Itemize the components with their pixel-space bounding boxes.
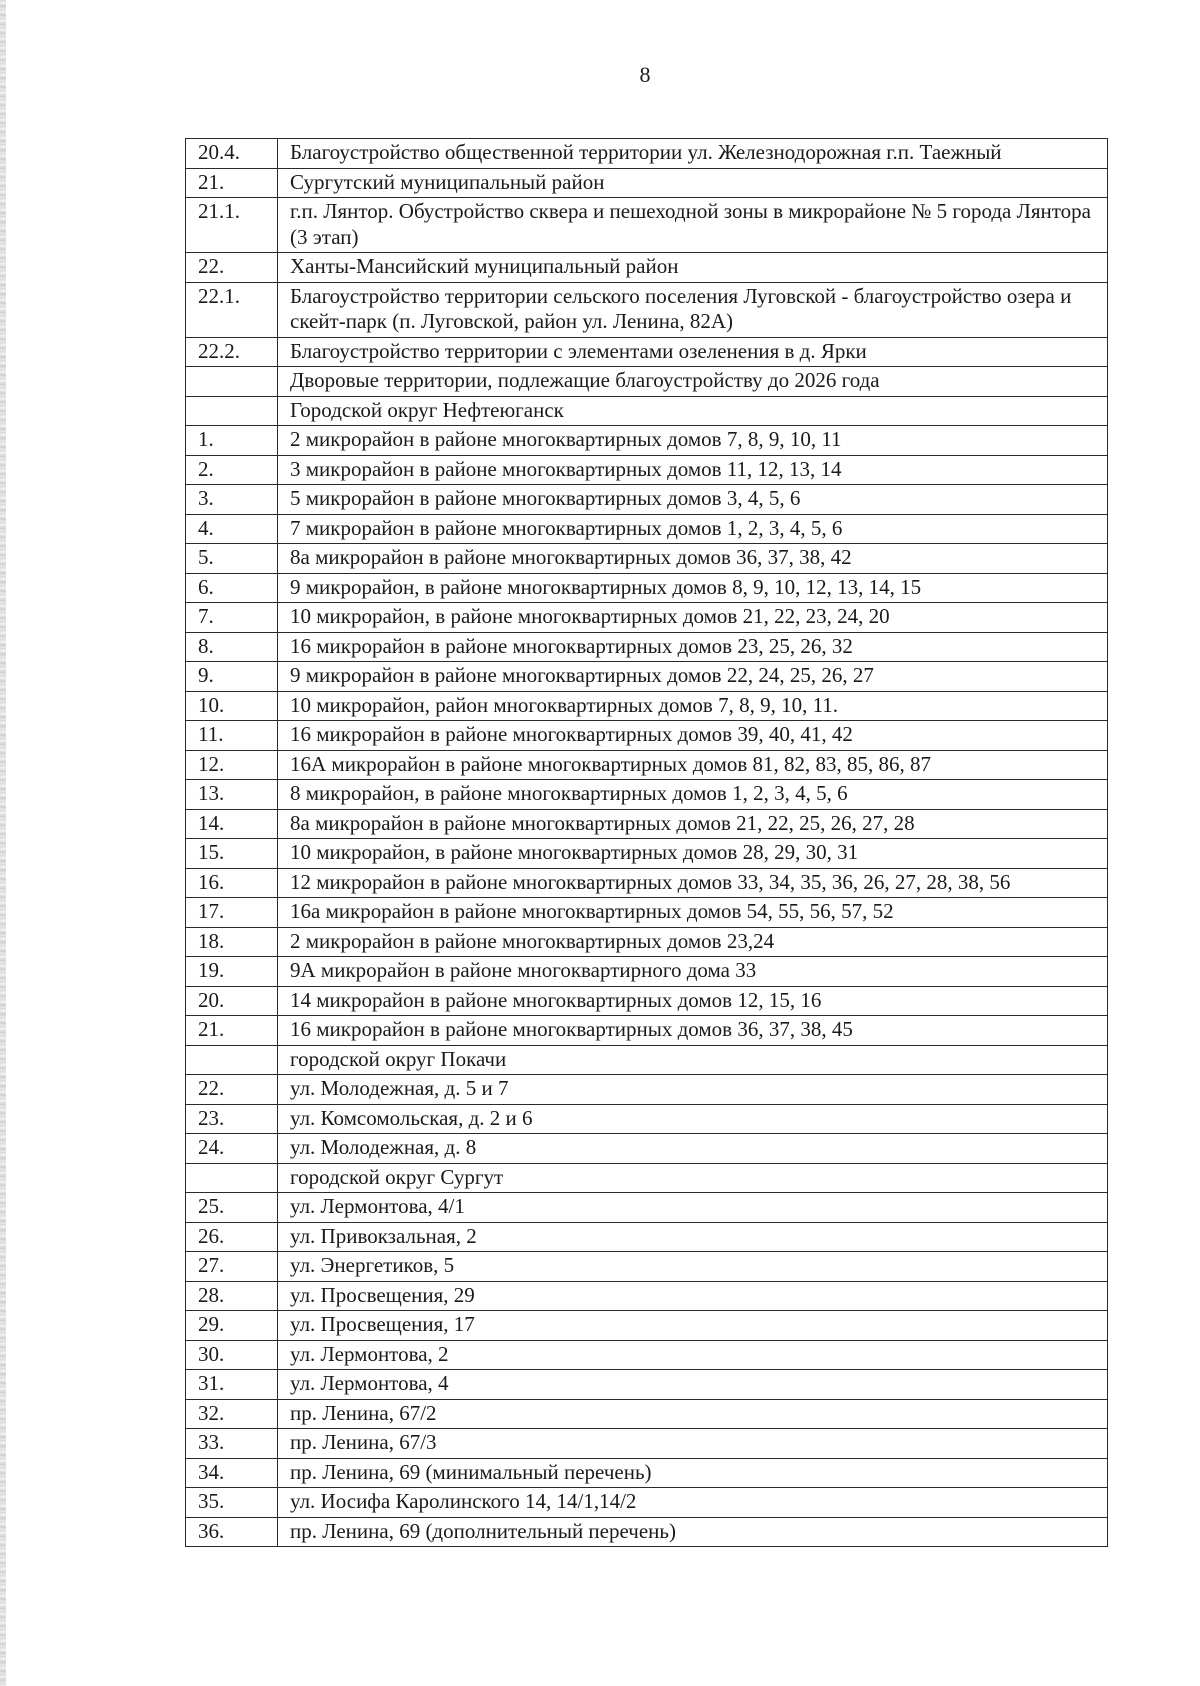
row-number: 11. xyxy=(186,721,278,751)
table-row xyxy=(186,603,1108,633)
table-row xyxy=(186,1458,1108,1488)
row-number: 2. xyxy=(186,455,278,485)
row-number: 25. xyxy=(186,1193,278,1223)
table-row xyxy=(186,426,1108,456)
row-text: городской округ Сургут xyxy=(278,1163,1108,1193)
row-text: 8а микрорайон в районе многоквартирных домов 21, 22, 25, 26, 27, 28 xyxy=(278,809,1108,839)
row-text: 9А микрорайон в районе многоквартирного дома 33 xyxy=(278,957,1108,987)
row-number: 7. xyxy=(186,603,278,633)
row-text: 2 микрорайон в районе многоквартирных домов 23,24 xyxy=(278,927,1108,957)
row-text: 3 микрорайон в районе многоквартирных домов 11, 12, 13, 14 xyxy=(278,455,1108,485)
row-text: ул. Лермонтова, 4/1 xyxy=(278,1193,1108,1223)
row-number: 33. xyxy=(186,1429,278,1459)
row-number: 4. xyxy=(186,514,278,544)
row-number xyxy=(186,367,278,397)
table-row xyxy=(186,1134,1108,1164)
table-row xyxy=(186,1399,1108,1429)
row-number: 31. xyxy=(186,1370,278,1400)
row-text: 10 микрорайон, район многоквартирных домов 7, 8, 9, 10, 11. xyxy=(278,691,1108,721)
table-row xyxy=(186,1163,1108,1193)
table-row xyxy=(186,1252,1108,1282)
table-row xyxy=(186,514,1108,544)
row-number: 17. xyxy=(186,898,278,928)
row-text: 8 микрорайон, в районе многоквартирных домов 1, 2, 3, 4, 5, 6 xyxy=(278,780,1108,810)
table-row xyxy=(186,927,1108,957)
row-number: 20. xyxy=(186,986,278,1016)
row-number: 26. xyxy=(186,1222,278,1252)
table-row xyxy=(186,485,1108,515)
table-row xyxy=(186,1488,1108,1518)
table-row xyxy=(186,337,1108,367)
table-row xyxy=(186,1045,1108,1075)
row-number: 14. xyxy=(186,809,278,839)
row-text: ул. Лермонтова, 4 xyxy=(278,1370,1108,1400)
table-row xyxy=(186,632,1108,662)
table-row xyxy=(186,986,1108,1016)
row-number: 22. xyxy=(186,1075,278,1105)
table-row xyxy=(186,198,1108,253)
row-text: Благоустройство территории с элементами озеленения в д. Ярки xyxy=(278,337,1108,367)
table-row xyxy=(186,1429,1108,1459)
row-number: 22.2. xyxy=(186,337,278,367)
row-number: 36. xyxy=(186,1517,278,1547)
table-row xyxy=(186,780,1108,810)
table-row xyxy=(186,253,1108,283)
row-number: 15. xyxy=(186,839,278,869)
scan-edge xyxy=(0,0,6,1686)
row-text: ул. Энергетиков, 5 xyxy=(278,1252,1108,1282)
table-row xyxy=(186,139,1108,169)
row-text: 16 микрорайон в районе многоквартирных домов 39, 40, 41, 42 xyxy=(278,721,1108,751)
row-text: 8а микрорайон в районе многоквартирных домов 36, 37, 38, 42 xyxy=(278,544,1108,574)
row-number: 5. xyxy=(186,544,278,574)
row-text: Дворовые территории, подлежащие благоустройству до 2026 года xyxy=(278,367,1108,397)
table-row xyxy=(186,691,1108,721)
row-number: 21. xyxy=(186,1016,278,1046)
row-text: городской округ Покачи xyxy=(278,1045,1108,1075)
row-text: ул. Комсомольская, д. 2 и 6 xyxy=(278,1104,1108,1134)
table-row xyxy=(186,957,1108,987)
row-number: 19. xyxy=(186,957,278,987)
row-number: 35. xyxy=(186,1488,278,1518)
row-text: пр. Ленина, 67/3 xyxy=(278,1429,1108,1459)
row-number: 9. xyxy=(186,662,278,692)
row-text: ул. Привокзальная, 2 xyxy=(278,1222,1108,1252)
row-text: 10 микрорайон, в районе многоквартирных домов 28, 29, 30, 31 xyxy=(278,839,1108,869)
table-row xyxy=(186,1104,1108,1134)
row-number: 30. xyxy=(186,1340,278,1370)
row-text: 16 микрорайон в районе многоквартирных домов 23, 25, 26, 32 xyxy=(278,632,1108,662)
row-number: 22. xyxy=(186,253,278,283)
row-text: 14 микрорайон в районе многоквартирных домов 12, 15, 16 xyxy=(278,986,1108,1016)
table-row xyxy=(186,662,1108,692)
row-text: 12 микрорайон в районе многоквартирных домов 33, 34, 35, 36, 26, 27, 28, 38, 56 xyxy=(278,868,1108,898)
table-row xyxy=(186,544,1108,574)
table-row xyxy=(186,868,1108,898)
row-text: 5 микрорайон в районе многоквартирных домов 3, 4, 5, 6 xyxy=(278,485,1108,515)
row-text: Благоустройство общественной территории ул. Железнодорожная г.п. Таежный xyxy=(278,139,1108,169)
row-text: Ханты-Мансийский муниципальный район xyxy=(278,253,1108,283)
row-text: 16 микрорайон в районе многоквартирных домов 36, 37, 38, 45 xyxy=(278,1016,1108,1046)
row-number xyxy=(186,1045,278,1075)
row-number: 20.4. xyxy=(186,139,278,169)
table-row xyxy=(186,1311,1108,1341)
table-row xyxy=(186,1370,1108,1400)
table-row xyxy=(186,282,1108,337)
table-row xyxy=(186,1016,1108,1046)
table-row xyxy=(186,721,1108,751)
row-number xyxy=(186,1163,278,1193)
row-number: 22.1. xyxy=(186,282,278,337)
table-body xyxy=(186,139,1108,1547)
row-number: 3. xyxy=(186,485,278,515)
row-text: ул. Иосифа Каролинского 14, 14/1,14/2 xyxy=(278,1488,1108,1518)
table-row xyxy=(186,1193,1108,1223)
row-number: 16. xyxy=(186,868,278,898)
row-number: 34. xyxy=(186,1458,278,1488)
row-text: ул. Просвещения, 29 xyxy=(278,1281,1108,1311)
row-text: пр. Ленина, 69 (дополнительный перечень) xyxy=(278,1517,1108,1547)
row-text: Благоустройство территории сельского поселения Луговской - благоустройство озера и скейт-парк (п. Луговской, район ул. Ленина, 82А) xyxy=(278,282,1108,337)
table-row xyxy=(186,1075,1108,1105)
table-row xyxy=(186,168,1108,198)
table-row xyxy=(186,573,1108,603)
row-text: 7 микрорайон в районе многоквартирных домов 1, 2, 3, 4, 5, 6 xyxy=(278,514,1108,544)
row-text: 16А микрорайон в районе многоквартирных домов 81, 82, 83, 85, 86, 87 xyxy=(278,750,1108,780)
document-table xyxy=(185,138,1108,1547)
page-number: 8 xyxy=(639,62,651,87)
row-text: 16а микрорайон в районе многоквартирных домов 54, 55, 56, 57, 52 xyxy=(278,898,1108,928)
row-text: 9 микрорайон, в районе многоквартирных домов 8, 9, 10, 12, 13, 14, 15 xyxy=(278,573,1108,603)
row-text: Сургутский муниципальный район xyxy=(278,168,1108,198)
row-text: 2 микрорайон в районе многоквартирных домов 7, 8, 9, 10, 11 xyxy=(278,426,1108,456)
row-number: 21. xyxy=(186,168,278,198)
table-row xyxy=(186,839,1108,869)
table-row xyxy=(186,396,1108,426)
table-row xyxy=(186,809,1108,839)
table-row xyxy=(186,1517,1108,1547)
row-number: 12. xyxy=(186,750,278,780)
row-number: 21.1. xyxy=(186,198,278,253)
row-text: ул. Молодежная, д. 8 xyxy=(278,1134,1108,1164)
row-number: 8. xyxy=(186,632,278,662)
row-number: 23. xyxy=(186,1104,278,1134)
row-text: ул. Лермонтова, 2 xyxy=(278,1340,1108,1370)
row-number: 10. xyxy=(186,691,278,721)
row-text: 9 микрорайон в районе многоквартирных домов 22, 24, 25, 26, 27 xyxy=(278,662,1108,692)
row-number: 27. xyxy=(186,1252,278,1282)
row-number: 24. xyxy=(186,1134,278,1164)
row-text: 10 микрорайон, в районе многоквартирных домов 21, 22, 23, 24, 20 xyxy=(278,603,1108,633)
row-text: пр. Ленина, 69 (минимальный перечень) xyxy=(278,1458,1108,1488)
row-number xyxy=(186,396,278,426)
table-row xyxy=(186,1222,1108,1252)
row-text: Городской округ Нефтеюганск xyxy=(278,396,1108,426)
row-number: 32. xyxy=(186,1399,278,1429)
row-number: 28. xyxy=(186,1281,278,1311)
table-row xyxy=(186,1281,1108,1311)
table-row xyxy=(186,455,1108,485)
row-number: 13. xyxy=(186,780,278,810)
table-row xyxy=(186,1340,1108,1370)
row-text: г.п. Лянтор. Обустройство сквера и пешеходной зоны в микрорайоне № 5 города Лянтора (3 этап) xyxy=(278,198,1108,253)
table-row xyxy=(186,750,1108,780)
row-text: пр. Ленина, 67/2 xyxy=(278,1399,1108,1429)
row-number: 18. xyxy=(186,927,278,957)
row-text: ул. Просвещения, 17 xyxy=(278,1311,1108,1341)
row-number: 1. xyxy=(186,426,278,456)
row-number: 29. xyxy=(186,1311,278,1341)
table-row xyxy=(186,898,1108,928)
row-number: 6. xyxy=(186,573,278,603)
table-row xyxy=(186,367,1108,397)
row-text: ул. Молодежная, д. 5 и 7 xyxy=(278,1075,1108,1105)
